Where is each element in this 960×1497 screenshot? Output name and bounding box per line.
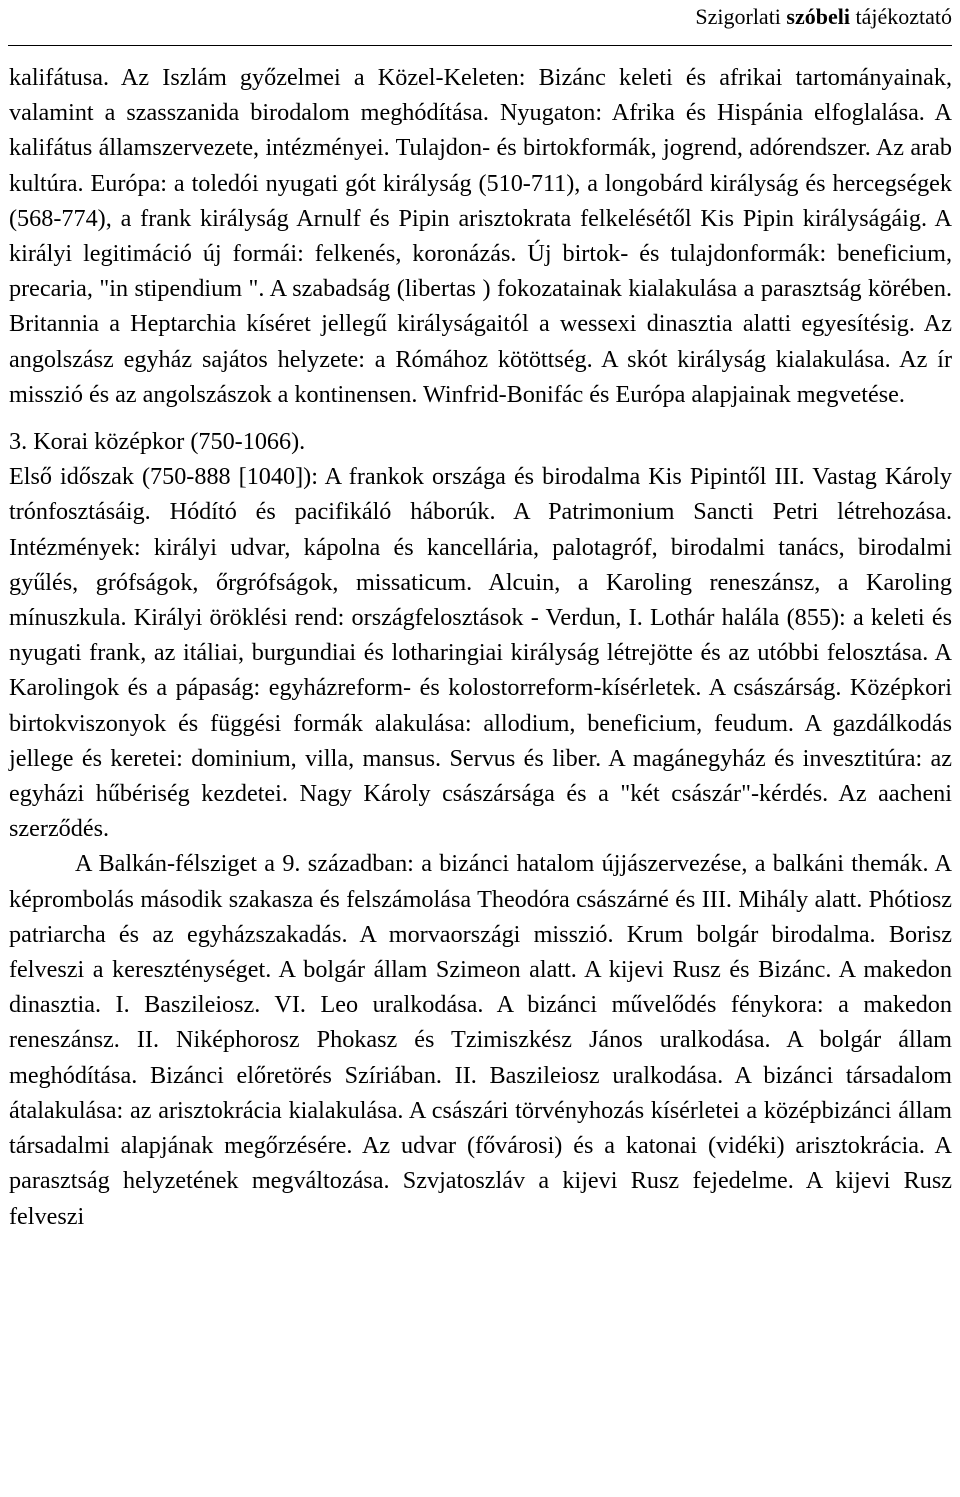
document-body bbox=[9, 60, 952, 1234]
page-header bbox=[8, 0, 952, 46]
header-suffix: tájékoztató bbox=[849, 4, 952, 29]
paragraph-2: Első időszak (750-888 [1040]): A frankok országa és birodalma Kis Pipintől III. Vastag Károly trónfosztásáig. Hódító és pacifikáló háborúk. A Patrimonium Sancti Petri létrehozása. Intézmények: királyi udvar, kápolna és kancellária, palotagróf, birodalmi tanács, birodalmi gyűlés, grófságok, őrgrófságok, missaticum. Alcuin, a Karoling reneszánsz, a Karoling mínuszkula. Királyi öröklési rend: országfelosztások - Verdun, I. Lothár halála (855): a keleti és nyugati frank, az itáliai, burgundiai és lotharingiai királyság létrejötte és az utóbbi felosztása. A Karolingok és a pápaság: egyházreform- és kolostorreform-kísérletek. A császárság. Középkori birtokviszonyok és függési formák alakulása: allodium, beneficium, feudum. A gazdálkodás jellege és keretei: dominium, villa, mansus. Servus és liber. A magánegyház és invesztitúra: az egyházi hűbériség kezdetei. Nagy Károly császársága és a "két császár"-kérdés. Az aacheni szerződés. bbox=[9, 463, 952, 843]
paragraph-3: A Balkán-félsziget a 9. században: a bizánci hatalom újjászervezése, a balkáni themák. A képrombolás második szakasza és felszámolása Theodóra császárné és III. Mihály alatt. Phótiosz patriarcha és az egyházszakadás. A morvaországi misszió. Krum bolgár birodalma. Borisz felveszi a kereszténységet. A bolgár állam Szimeon alatt. A kijevi Rusz és Bizánc. A makedon dinasztia. I. Baszileiosz. VI. Leo uralkodása. A bizánci művelődés fénykora: a makedon reneszánsz. II. Niképhorosz Phokasz és Tzimiszkész János uralkodása. A bolgár állam meghódítása. Bizánci előretörés Szíriában. II. Baszileiosz uralkodása. A bizánci társadalom átalakulása: az arisztokrácia kialakulása. A császári törvényhozás kísérletei a középbizánci állam társadalmi alapjának megőrzésére. Az udvar (fővárosi) és a katonai (vidéki) arisztokrácia. A parasztság helyzetének megváltozása. Szvjatoszláv a kijevi Rusz fejedelme. A kijevi Rusz felveszi bbox=[9, 850, 952, 1230]
header-bold: szóbeli bbox=[786, 4, 850, 29]
header-prefix: Szigorlati bbox=[695, 4, 787, 29]
paragraph-1: kalifátusa. Az Iszlám győzelmei a Közel-Keleten: Bizánc keleti és afrikai tartományainak, valamint a szasszanida birodalom meghódítása. Nyugaton: Afrika és Hispánia elfoglalása. A kalifátus államszervezete, intézményei. Tulajdon- és birtokformák, jogrend, adórendszer. Az arab kultúra. Európa: a toledói nyugati gót királyság (510-711), a longobárd királyság és hercegségek (568-774), a frank királyság Arnulf és Pipin arisztokrata felkelésétől Kis Pipin királyságáig. A királyi legitimáció új formái: felkenés, koronázás. Új birtok- és tulajdonformák: beneficium, precaria, "in stipendium ". A szabadság (libertas ) fokozatainak kialakulása a parasztság körében. Britannia a Heptarchia kíséret jellegű királyságaitól a wessexi dinasztia alatti egyesítésig. Az angolszász egyház sajátos helyzete: a Rómához kötöttség. A skót királyság kialakulása. Az ír misszió és az angolszászok a kontinensen. Winfrid-Bonifác és Európa alapjainak megvetése. bbox=[9, 64, 952, 408]
section-heading: 3. Korai középkor (750-1066). bbox=[9, 428, 306, 456]
